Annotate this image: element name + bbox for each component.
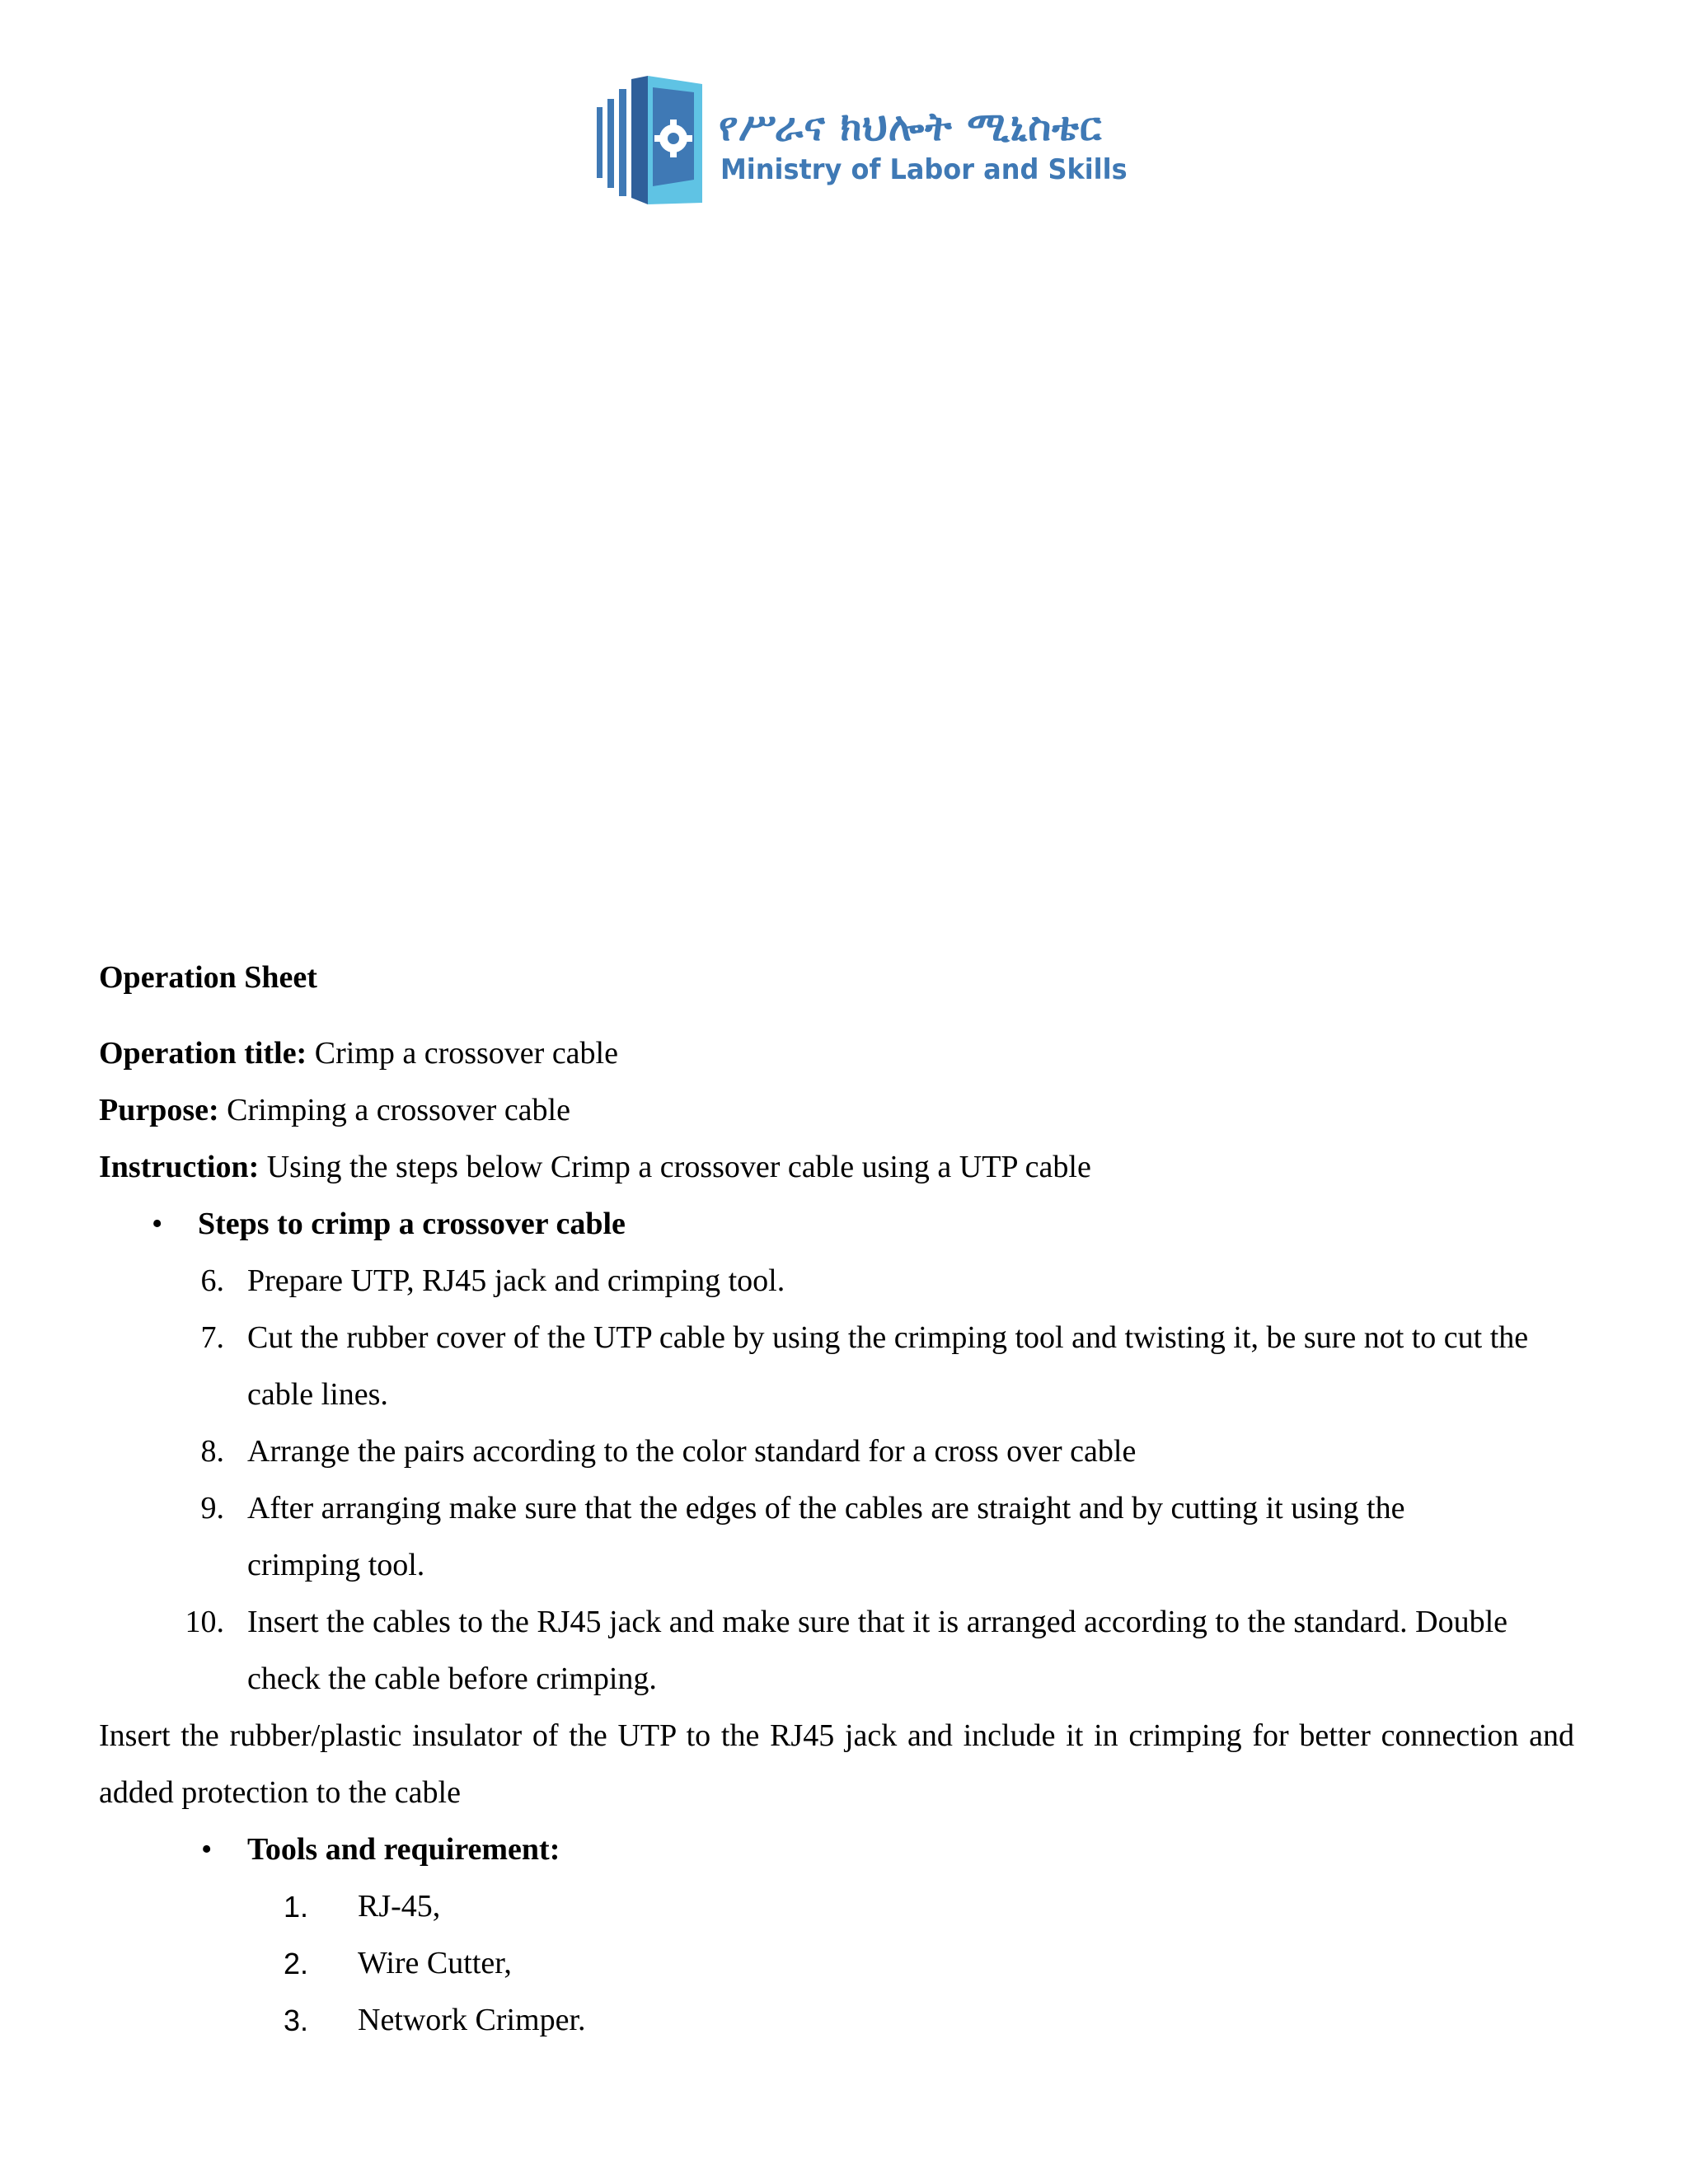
list-item	[99, 1423, 1574, 1480]
step-text: Prepare UTP, RJ45 jack and crimping tool.	[247, 1263, 785, 1298]
tool-number: 1.	[284, 1890, 309, 1924]
tool-text: RJ-45,	[358, 1889, 441, 1924]
step-number: 9.	[200, 1491, 224, 1526]
bullet-icon: •	[152, 1207, 163, 1241]
logo-english-text: Ministry of Labor and Skills	[720, 153, 1128, 186]
instruction-line	[99, 1139, 1574, 1196]
list-item	[99, 1253, 1574, 1310]
logo-amharic-text: የሥራና ክህሎት ሚኒስቴር	[719, 104, 1103, 150]
step-number: 8.	[200, 1434, 224, 1469]
step-number: 10.	[185, 1605, 224, 1639]
tool-number: 2.	[284, 1947, 309, 1980]
sheet-heading: Operation Sheet	[99, 960, 317, 995]
step-text: Insert the cables to the RJ45 jack and make sure that it is arranged according to the standard. Double check the cable before crimping.	[247, 1605, 1507, 1696]
operation-title-value: Crimp a crossover cable	[307, 1036, 618, 1071]
tool-text: Network Crimper.	[358, 2003, 586, 2037]
instruction-label: Instruction:	[99, 1150, 260, 1184]
list-item	[99, 1310, 1574, 1423]
steps-title: Steps to crimp a crossover cable	[198, 1207, 626, 1241]
list-item	[99, 1594, 1574, 1708]
list-item	[99, 1480, 1574, 1594]
purpose-label: Purpose:	[99, 1093, 219, 1127]
tool-text: Wire Cutter,	[358, 1946, 512, 1980]
steps-bullet	[99, 1196, 1574, 1253]
step-text: Cut the rubber cover of the UTP cable by using the crimping tool and twisting it, be sure not to cut the cable lines.	[247, 1320, 1529, 1412]
list-item	[99, 1878, 1574, 1935]
tools-title: Tools and requirement:	[247, 1832, 560, 1867]
purpose-value: Crimping a crossover cable	[218, 1093, 570, 1127]
insulator-note: Insert the rubber/plastic insulator of the UTP to the RJ45 jack and include it in crimping for better connection and added protection to the cable	[99, 1718, 1574, 1810]
list-item	[99, 1992, 1574, 2049]
step-text: After arranging make sure that the edges of the cables are straight and by cutting it using the crimping tool.	[247, 1491, 1405, 1582]
operation-sheet	[99, 949, 1574, 2049]
step-number: 7.	[200, 1320, 224, 1355]
operation-title-line	[99, 1025, 1574, 1082]
tools-list	[99, 1878, 1574, 2049]
instruction-value: Using the steps below Crimp a crossover cable using a UTP cable	[259, 1150, 1091, 1184]
list-item	[99, 1935, 1574, 1992]
purpose-line	[99, 1082, 1574, 1139]
bullet-icon: •	[201, 1832, 213, 1867]
operation-title-label: Operation title:	[99, 1036, 307, 1071]
ministry-logo	[595, 73, 1128, 213]
ministry-logo-icon	[595, 73, 719, 213]
step-text: Arrange the pairs according to the color standard for a cross over cable	[247, 1434, 1137, 1469]
tool-number: 3.	[284, 2004, 309, 2037]
tools-bullet	[99, 1821, 1574, 1878]
step-number: 6.	[200, 1263, 224, 1298]
steps-list	[99, 1253, 1574, 1708]
